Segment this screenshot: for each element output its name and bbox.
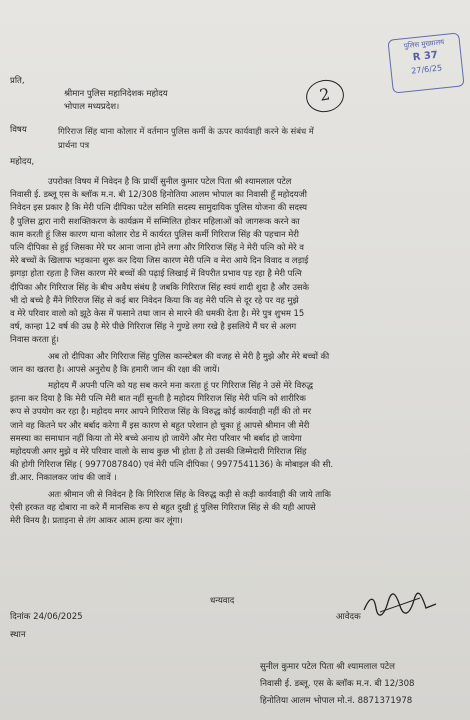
stamp-line-1: पुलिस मुख्यालय: [403, 38, 445, 51]
para2-line: जान का खतरा है। आपसे अनुरोध है कि हमारी जान की रक्षा की जायें।: [10, 363, 220, 374]
body-line: है पुलिस द्वारा नारी सशक्तिकरण के कार्यक्रम में सम्मिलित होकर महिलाओं को जागरूक करने का: [10, 215, 300, 226]
date-line: दिनांक 24/06/2025: [10, 612, 83, 622]
letter-body: [10, 175, 462, 527]
sender-line-2: निवासी ई. डब्लू. एस के ब्लॉक म.न. बी 12/308: [260, 679, 415, 689]
sender-line-1: सुनील कुमार पटेल पिता श्री श्यामलाल पटेल: [260, 662, 396, 672]
body-line: मेरे बच्चों के खिलाफ भड़काना शुरू कर दिया जिस कारण मेरी पत्नि व मेरा आये दिन विवाद व लड़ाई: [10, 255, 309, 266]
para4-line: अतः श्रीमान जी से निवेदन है कि गिरिराज सिंह के विरुद्ध कड़ी से कड़ी कार्यवाही की जाये ताकि: [48, 488, 331, 499]
para3-line: डी.आर. निकालकर जांच की जावें ।: [10, 472, 117, 483]
para3-line: इतना कर दिया है कि मेरी पत्नि मेरी बात नहीं सुनती है महोदय गिरिराज सिंह मेरी पत्नि को शारीरिक: [10, 393, 306, 404]
receipt-stamp: [387, 32, 464, 93]
subject-line-2: प्रार्थना पत्र: [58, 140, 90, 150]
body-line: काम करती हूं जिस कारण थाना कोलार रोड में कार्यरत पुलिस कर्मी गिरिराज सिंह की पहचान मेरी: [10, 228, 299, 239]
closing-thanks: धन्यवाद: [210, 596, 235, 606]
addressee-line-1: श्रीमान पुलिस महानिदेशक महोदय: [64, 89, 168, 99]
body-line: पत्नि दीपिका से हुई जिसका मेरे घर आना जाना होने लगा और गिरिराज सिंह ने मेरी पत्नि को मेरे व: [10, 242, 304, 253]
body-line: निवेदन इस प्रकार है कि मेरी पत्नि दीपिका पटेल समिति सदस्य सामुदायिक पुलिस योजना की सदस्य: [10, 202, 308, 213]
body-line: उपरोक्त विषय में निवेदन है कि प्रार्थी सुनील कुमार पटेल पिता श्री श्यामलाल पटेल: [48, 176, 292, 186]
para4-line: ऐसी हरकत वह दोबारा ना करे मैं मानसिक रूप से बहुत दुखी हूं पुलिस गिरिराज सिंह से की यही आपसे: [10, 501, 316, 512]
body-line: वर्ष, कान्हा 12 वर्ष की उम्र है मेरे पीछे गिरिराज सिंह ने गुण्डे लगा रखे है इसलिये मैं घर से अलग: [10, 321, 297, 332]
place-line: स्थान: [10, 630, 26, 640]
para3-line: महोदयजी अगर मुझे व मेरे परिवार वालो के साथ कुछ भी होता है तो उसकी जिम्मेदारी गिरिराज सिंह: [10, 446, 307, 457]
para3-line: जाने वह कितने घर और बर्बाद करेगा मैं इस कारण से बहुत परेशान हो चुका हूं आपसे श्रीमान जी मेरी: [10, 419, 310, 430]
salutation: महोदय,: [10, 157, 35, 167]
subject-line-1: गिरिराज सिंह थाना कोलार में वर्तमान पुलिस कर्मी के ऊपर कार्यवाही करने के संबंध में: [58, 126, 314, 136]
para3-line: रूप से उपयोग कर रहा है। महोदय मगर आपने गिरिराज सिंह के विरुद्ध कोई कार्यवाही नहीं की तो मर: [10, 406, 311, 417]
para3-line: की होगी गिरिराज सिंह ( 9977087840) एवं मेरी पत्नि दीपिका ( 9977541136) के मोबाइल की सी.: [10, 459, 334, 470]
body-line: निवासी ई. डब्लू एस के ब्लॉक म.न. बी 12/308 हिनोतिया आलम भोपाल का निवासी हूँ महोदयजी: [10, 189, 307, 200]
addressee-line-2: भोपाल मध्यप्रदेश।: [64, 102, 120, 112]
para4-line: मेरी विनय है। प्रताड़ना से तंग आकर आत्म हत्या कर लूंगा।: [10, 515, 183, 526]
para2-line: अब तो दीपिका और गिरिराज सिंह पुलिस कान्स्टेबल की वजह से मेरी है मुझे और मेरे बच्चों की: [48, 350, 330, 361]
applicant-label: आवेदक: [336, 612, 361, 622]
subject-label: विषय: [10, 125, 27, 135]
stamp-line-2: R 37: [412, 49, 439, 64]
para3-line: महोदय मैं अपनी पत्नि को यह सब करने मना करता हूं पर गिरिराज सिंह ने उसे मेरे विरुद्ध: [48, 380, 313, 391]
handwritten-circled-number: 2: [304, 77, 347, 115]
sender-line-3: हिनोतिया आलम भोपाल मो.नं. 8871371978: [260, 696, 413, 706]
body-line: झगड़ा होता रहता है जिस कारण मेरे बच्चों की पढ़ाई लिखाई में विपरीत प्रभाव पड़ रहा है मेरी पत्नि: [10, 268, 302, 279]
body-line: व मेरे परिवार वालो को झूठे केस में फसाने तथा जान से मारने की धमकी देता है। मेरे पुत्र शुभम 15: [10, 308, 305, 319]
to-label: प्रति,: [10, 76, 25, 86]
handwritten-signature: [360, 590, 440, 620]
body-line: निवास करता हूं।: [10, 334, 59, 345]
para3-line: समस्या का समाधान नहीं किया तो मेरे बच्चे अनाथ हो जायेंगे और मेरा परिवार भी बर्बाद हो जायेगा: [10, 432, 302, 443]
body-line: भी दो बच्चे है मैंने गिरिराज सिंह से कई बार निवेदन किया कि वह मेरी पत्नि से दूर रहे पर वह मुझे: [10, 294, 299, 305]
subject-text: [58, 124, 438, 152]
body-line: दीपिका और गिरिराज सिंह के बीच अवैध संबंध है जबकि गिरिराज सिंह स्वयं शादी शुदा है और उसके: [10, 281, 309, 292]
stamp-line-3: 27/6/25: [410, 63, 443, 76]
